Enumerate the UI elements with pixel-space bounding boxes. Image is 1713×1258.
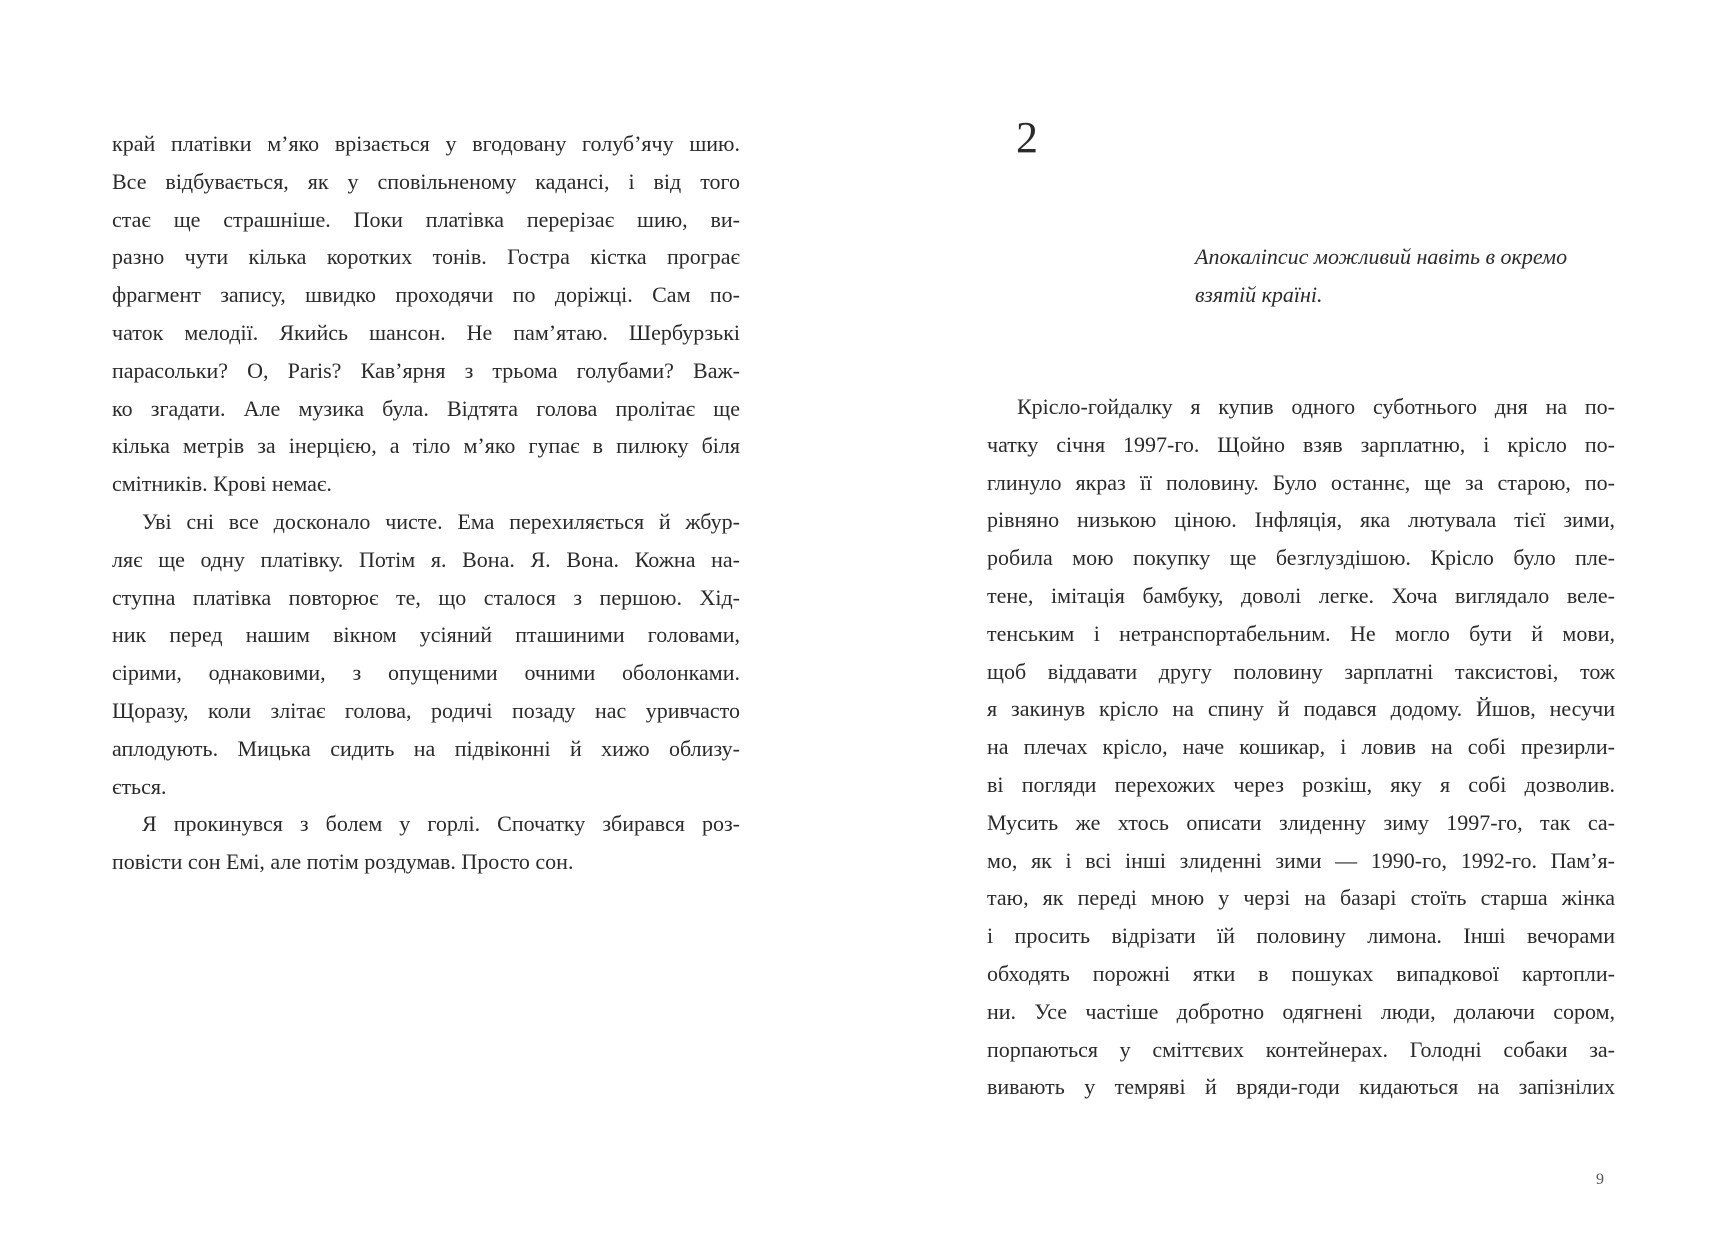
text-line: мо, як і всі інші злиденні зими — 1990-го, 1992-го. Пам’я- <box>987 847 1615 873</box>
epigraph-line: Апокаліпсис можливий навіть в окремо <box>1195 244 1568 269</box>
chapter-number: 2 <box>1016 113 1038 162</box>
text-line: чатку січня 1997-го. Щойно взяв зарплатню, і крісло по- <box>987 431 1615 457</box>
text-line: ник перед нашим вікном усіяний пташиними головами, <box>112 622 740 648</box>
epigraph <box>1195 238 1615 314</box>
text-line: Щоразу, коли злітає голова, родичі позаду нас уривчасто <box>112 697 740 723</box>
text-line: чаток мелодії. Якийсь шансон. Не пам’ятаю. Шербурзькі <box>112 319 740 345</box>
text-line: глинуло якраз її половину. Було останнє, ще за старою, по- <box>987 469 1615 495</box>
text-line: і просить відрізати їй половину лимона. Інші вечорами <box>987 923 1615 949</box>
text-line: кілька метрів за інерцією, а тіло м’яко гупає в пилюку біля <box>112 433 740 459</box>
left-page <box>0 0 856 1258</box>
text-line: смітників. Крові немає. <box>112 471 332 497</box>
text-line: рівняно низькою ціною. Інфляція, яка лютувала тієї зими, <box>987 507 1615 533</box>
text-line: аплодують. Мицька сидить на підвіконні й хижо облизу- <box>112 735 740 761</box>
text-line: ни. Усе частіше добротно одягнені люди, долаючи сором, <box>987 998 1615 1024</box>
text-line: на плечах крісло, наче кошикар, і ловив на собі презирли- <box>987 734 1615 760</box>
text-line: вивають у темряві й вряди-годи кидаються на запізнілих <box>987 1074 1615 1100</box>
page-number: 9 <box>1596 1171 1604 1188</box>
text-line: тене, імітація бамбуку, доволі легке. Хоча виглядало веле- <box>987 582 1615 608</box>
text-line: ляє ще одну платівку. Потім я. Вона. Я. Вона. Кожна на- <box>112 546 740 572</box>
text-line: стає ще страшніше. Поки платівка перерізає шию, ви- <box>112 206 740 232</box>
text-line: Все відбувається, як у сповільненому кадансі, і від того <box>112 168 740 194</box>
text-line: робила мою покупку ще безглуздішою. Крісло було пле- <box>987 545 1615 571</box>
text-line: я закинув крісло на спину й подався додому. Йшов, несучи <box>987 696 1615 722</box>
text-line: Мусить же хтось описати злиденну зиму 1997-го, так са- <box>987 809 1615 835</box>
text-line: ється. <box>112 773 167 799</box>
text-line: порпаються у сміттєвих контейнерах. Голодні собаки за- <box>987 1036 1615 1062</box>
text-line: ступна платівка повторює те, що сталося з першою. Хід- <box>112 584 740 610</box>
paragraph-start-line: Крісло-гойдалку я купив одного суботнього дня на по- <box>1017 394 1615 419</box>
text-line: разно чути кілька коротких тонів. Гостра кістка програє <box>112 244 740 270</box>
text-line: ві погляди перехожих через розкіш, яку я собі дозволив. <box>987 771 1615 797</box>
left-page-text <box>112 125 740 881</box>
text-line: таю, як переді мною у черзі на базарі стоїть старша жінка <box>987 885 1615 911</box>
text-line: обходять порожні ятки в пошуках випадкової картопли- <box>987 960 1615 986</box>
text-line: сірими, однаковими, з опущеними очними оболонками. <box>112 660 740 686</box>
text-line: тенським і нетранспортабельним. Не могло бути й мови, <box>987 620 1615 646</box>
text-line: фрагмент запису, швидко проходячи по доріжці. Сам по- <box>112 282 740 308</box>
text-line: ко згадати. Але музика була. Відтята голова пролітає ще <box>112 395 740 421</box>
epigraph-line: взятій країні. <box>1195 281 1323 307</box>
paragraph-start-line: Я прокинувся з болем у горлі. Спочатку збирався роз- <box>142 811 740 837</box>
text-line: парасольки? О, Paris? Кав’ярня з трьома голубами? Важ- <box>112 357 740 383</box>
paragraph-start-line: Уві сні все досконало чисте. Ема перехиляється й жбур- <box>142 508 740 534</box>
right-page-text <box>987 388 1615 1106</box>
text-line: повісти сон Емі, але потім роздумав. Просто сон. <box>112 849 574 875</box>
text-line: щоб віддавати другу половину зарплатні таксистові, тож <box>987 658 1615 684</box>
text-line: край платівки м’яко врізається у вгодовану голуб’ячу шию. <box>112 131 740 156</box>
